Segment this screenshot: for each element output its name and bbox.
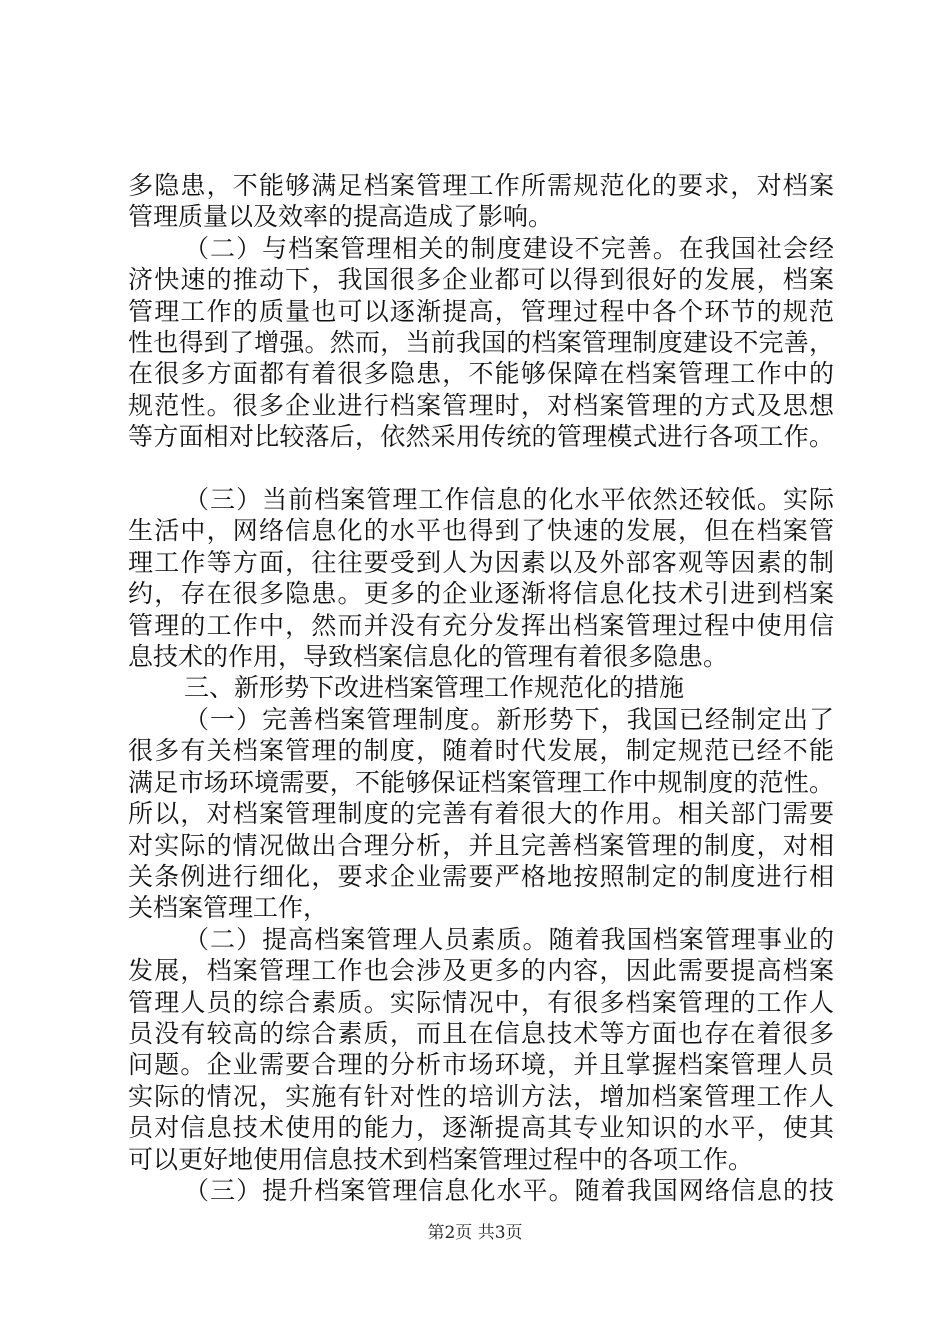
text-line: （三）当前档案管理工作信息的化水平依然还较低。实际 bbox=[184, 485, 834, 515]
text-line: 满足市场环境需要，不能够保证档案管理工作中规制度的范性。 bbox=[128, 767, 834, 797]
text-line: 约，存在很多隐患。更多的企业逐渐将信息化技术引进到档案 bbox=[128, 579, 834, 609]
text-line: 对实际的情况做出合理分析，并且完善档案管理的制度，对相 bbox=[128, 830, 834, 860]
text-line: 管理人员的综合素质。实际情况中，有很多档案管理的工作人 bbox=[128, 987, 834, 1017]
text-line: 员对信息技术使用的能力，逐渐提高其专业知识的水平，使其 bbox=[128, 1113, 834, 1143]
text-line: 发展，档案管理工作也会涉及更多的内容，因此需要提高档案 bbox=[128, 956, 834, 986]
page-footer: 第2页 共3页 bbox=[427, 1223, 523, 1243]
document-body bbox=[128, 170, 834, 1206]
text-line: （二）提高档案管理人员素质。随着我国档案管理事业的 bbox=[184, 924, 834, 954]
text-line: 理工作等方面，往往要受到人为因素以及外部客观等因素的制 bbox=[128, 547, 834, 577]
text-line: 管理的工作中，然而并没有充分发挥出档案管理过程中使用信 bbox=[128, 610, 834, 640]
blank-line bbox=[128, 453, 834, 484]
text-line: 生活中，网络信息化的水平也得到了快速的发展，但在档案管 bbox=[128, 516, 834, 546]
text-line: 三、新形势下改进档案管理工作规范化的措施 bbox=[184, 673, 685, 703]
text-line: 息技术的作用，导致档案信息化的管理有着很多隐患。 bbox=[128, 642, 729, 672]
text-line: 性也得到了增强。然而，当前我国的档案管理制度建设不完善， bbox=[128, 328, 834, 358]
text-line: 在很多方面都有着很多隐患，不能够保障在档案管理工作中的 bbox=[128, 359, 834, 389]
text-line: 等方面相对比较落后，依然采用传统的管理模式进行各项工作。 bbox=[128, 422, 834, 452]
text-line: 管理质量以及效率的提高造成了影响。 bbox=[128, 202, 554, 232]
text-line: 管理工作的质量也可以逐渐提高，管理过程中各个环节的规范 bbox=[128, 296, 834, 326]
text-line: 实际的情况，实施有针对性的培训方法，增加档案管理工作人 bbox=[128, 1081, 834, 1111]
text-line: （三）提升档案管理信息化水平。随着我国网络信息的技 bbox=[184, 1175, 834, 1205]
text-line: （二）与档案管理相关的制度建设不完善。在我国社会经 bbox=[184, 233, 834, 263]
text-line: 关档案管理工作， bbox=[128, 893, 329, 923]
text-line: （一）完善档案管理制度。新形势下，我国已经制定出了 bbox=[184, 704, 834, 734]
text-line: 规范性。很多企业进行档案管理时，对档案管理的方式及思想 bbox=[128, 390, 834, 420]
text-line: 多隐患，不能够满足档案管理工作所需规范化的要求，对档案 bbox=[128, 171, 834, 200]
text-line: 济快速的推动下，我国很多企业都可以得到很好的发展，档案 bbox=[128, 265, 834, 295]
text-line: 很多有关档案管理的制度，随着时代发展，制定规范已经不能 bbox=[128, 736, 834, 766]
text-line: 所以，对档案管理制度的完善有着很大的作用。相关部门需要 bbox=[128, 799, 834, 829]
text-line: 员没有较高的综合素质，而且在信息技术等方面也存在着很多 bbox=[128, 1018, 834, 1048]
text-line: 可以更好地使用信息技术到档案管理过程中的各项工作。 bbox=[128, 1144, 754, 1174]
text-line: 关条例进行细化，要求企业需要严格地按照制定的制度进行相 bbox=[128, 861, 834, 891]
text-line: 问题。企业需要合理的分析市场环境，并且掌握档案管理人员 bbox=[128, 1050, 834, 1080]
